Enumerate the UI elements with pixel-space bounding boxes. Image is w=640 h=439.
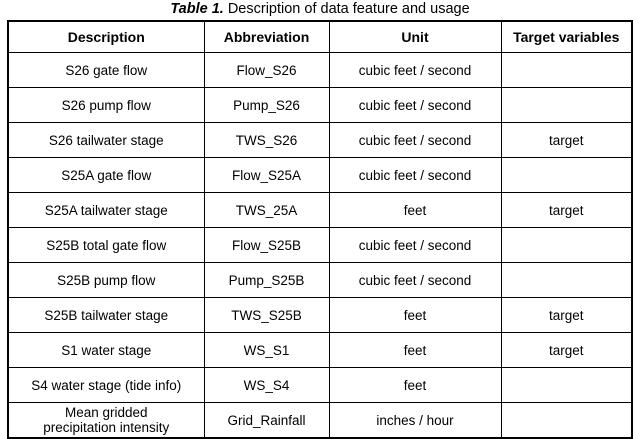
cell-unit: feet xyxy=(329,298,501,333)
column-header-target-variables: Target variables xyxy=(501,21,632,53)
cell-abbreviation: TWS_S26 xyxy=(204,123,329,158)
cell-target xyxy=(501,368,632,403)
column-header-description: Description xyxy=(8,21,204,53)
cell-unit: cubic feet / second xyxy=(329,263,501,298)
cell-target xyxy=(501,263,632,298)
table-row xyxy=(8,53,632,88)
caption-label: Table 1. xyxy=(170,1,224,17)
cell-abbreviation: Flow_S25B xyxy=(204,228,329,263)
table-row xyxy=(8,228,632,263)
cell-description: S25B total gate flow xyxy=(8,228,204,263)
cell-description: S1 water stage xyxy=(8,333,204,368)
table-row xyxy=(8,403,632,439)
table-caption xyxy=(0,0,640,20)
column-header-abbreviation: Abbreviation xyxy=(204,21,329,53)
table-row xyxy=(8,368,632,403)
cell-target: target xyxy=(501,298,632,333)
cell-abbreviation: TWS_25A xyxy=(204,193,329,228)
data-feature-table xyxy=(7,20,633,439)
cell-abbreviation: Pump_S25B xyxy=(204,263,329,298)
cell-abbreviation: WS_S1 xyxy=(204,333,329,368)
cell-unit: cubic feet / second xyxy=(329,123,501,158)
cell-description-line1: Mean gridded xyxy=(64,405,148,420)
table-row xyxy=(8,158,632,193)
cell-unit: cubic feet / second xyxy=(329,158,501,193)
table-row xyxy=(8,298,632,333)
cell-description: S26 pump flow xyxy=(8,88,204,123)
cell-unit: feet xyxy=(329,193,501,228)
cell-abbreviation: Grid_Rainfall xyxy=(204,403,329,439)
column-header-unit: Unit xyxy=(329,21,501,53)
cell-abbreviation: TWS_S25B xyxy=(204,298,329,333)
cell-description xyxy=(8,403,204,439)
cell-target xyxy=(501,53,632,88)
cell-target xyxy=(501,228,632,263)
cell-description: S4 water stage (tide info) xyxy=(8,368,204,403)
cell-unit: cubic feet / second xyxy=(329,88,501,123)
cell-abbreviation: Pump_S26 xyxy=(204,88,329,123)
cell-target: target xyxy=(501,123,632,158)
cell-description: S25A tailwater stage xyxy=(8,193,204,228)
table-row xyxy=(8,193,632,228)
cell-target: target xyxy=(501,333,632,368)
cell-target: target xyxy=(501,193,632,228)
caption-text: Description of data feature and usage xyxy=(223,1,470,17)
cell-abbreviation: Flow_S26 xyxy=(204,53,329,88)
cell-description: S25B tailwater stage xyxy=(8,298,204,333)
table-row xyxy=(8,88,632,123)
cell-target xyxy=(501,403,632,439)
cell-unit: inches / hour xyxy=(329,403,501,439)
cell-description: S25A gate flow xyxy=(8,158,204,193)
table-row xyxy=(8,263,632,298)
cell-description-line2: precipitation intensity xyxy=(43,420,170,435)
cell-abbreviation: WS_S4 xyxy=(204,368,329,403)
cell-description: S26 tailwater stage xyxy=(8,123,204,158)
cell-unit: feet xyxy=(329,368,501,403)
cell-target xyxy=(501,158,632,193)
cell-description: S25B pump flow xyxy=(8,263,204,298)
table-row xyxy=(8,333,632,368)
cell-description: S26 gate flow xyxy=(8,53,204,88)
table-row xyxy=(8,123,632,158)
cell-unit: cubic feet / second xyxy=(329,228,501,263)
cell-unit: cubic feet / second xyxy=(329,53,501,88)
table-header-row xyxy=(8,21,632,53)
cell-unit: feet xyxy=(329,333,501,368)
cell-abbreviation: Flow_S25A xyxy=(204,158,329,193)
cell-target xyxy=(501,88,632,123)
